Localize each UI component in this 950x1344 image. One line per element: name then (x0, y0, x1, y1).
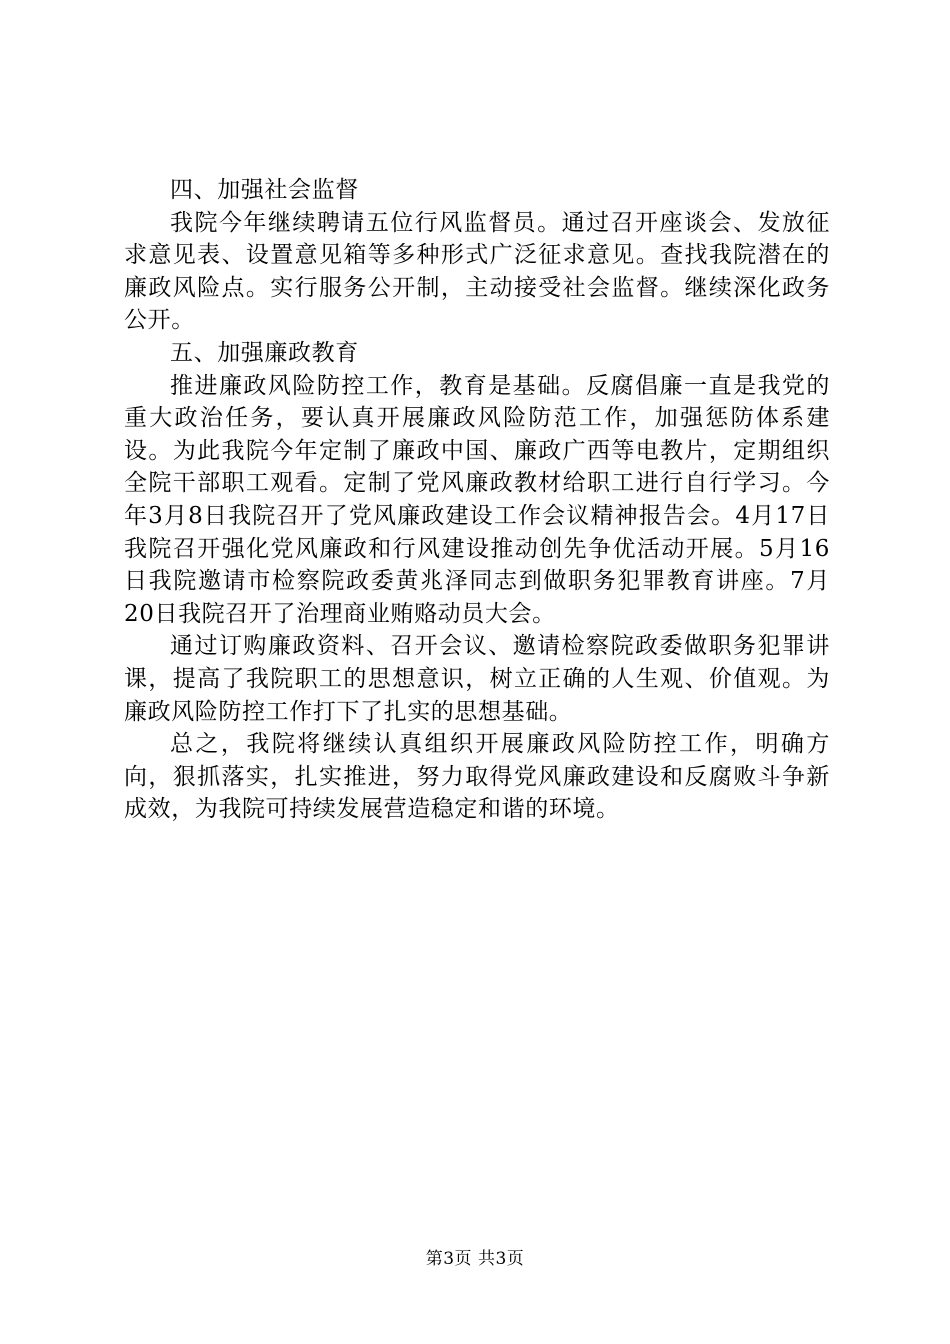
paragraph-social-supervision: 我院今年继续聘请五位行风监督员。通过召开座谈会、发放征求意见表、设置意见箱等多种形式广泛征求意见。查找我院潜在的廉政风险点。实行服务公开制，主动接受社会监督。继续深化政务公开。 (124, 209, 830, 334)
section-heading-social-supervision: 四、加强社会监督 (170, 177, 359, 203)
page-footer: 第3页 共3页 (425, 1249, 525, 1269)
paragraph-education-results: 通过订购廉政资料、召开会议、邀请检察院政委做职务犯罪讲课，提高了我院职工的思想意识，树立正确的人生观、价值观。为廉政风险防控工作打下了扎实的思想基础。 (124, 633, 830, 725)
paragraph-integrity-education: 推进廉政风险防控工作，教育是基础。反腐倡廉一直是我党的重大政治任务，要认真开展廉政风险防范工作，加强惩防体系建设。为此我院今年定制了廉政中国、廉政广西等电教片，定期组织全院干部职工观看。定制了党风廉政教材给职工进行自行学习。今年3月8日我院召开了党风廉政建设工作会议精神报告会。4月17日我院召开强化党风廉政和行风建设推动创先争优活动开展。5月16日我院邀请市检察院政委黄兆泽同志到做职务犯罪教育讲座。7月20日我院召开了治理商业贿赂动员大会。 (124, 372, 830, 627)
section-heading-integrity-education: 五、加强廉政教育 (170, 339, 359, 366)
document-body (124, 174, 830, 826)
paragraph-conclusion: 总之，我院将继续认真组织开展廉政风险防控工作，明确方向，狠抓落实，扎实推进，努力取得党风廉政建设和反腐败斗争新成效，为我院可持续发展营造稳定和谐的环境。 (124, 731, 830, 823)
